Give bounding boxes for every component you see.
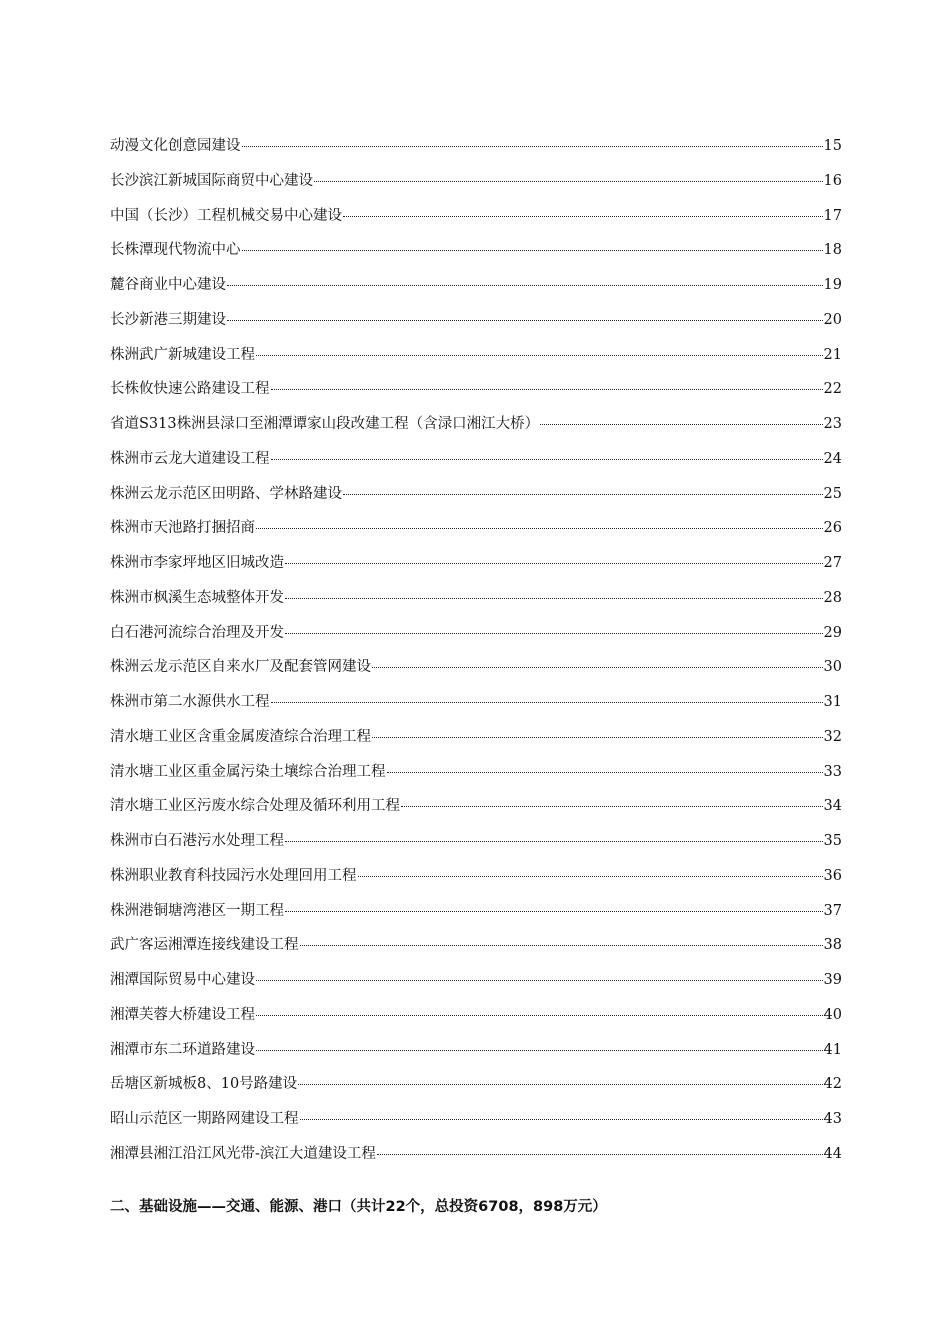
toc-entry-title: 昭山示范区一期路网建设工程 bbox=[110, 1111, 299, 1127]
toc-entry-title: 株洲市枫溪生态城整体开发 bbox=[110, 589, 284, 606]
toc-entry[interactable] bbox=[110, 273, 842, 308]
toc-entry-title: 武广客运湘潭连接线建设工程 bbox=[110, 937, 299, 954]
toc-entry[interactable] bbox=[110, 482, 842, 517]
toc-entry[interactable] bbox=[110, 1107, 842, 1142]
toc-entry-page-number: 35 bbox=[823, 833, 842, 849]
toc-entry-page-number: 25 bbox=[823, 485, 842, 502]
toc-entry-page-number: 21 bbox=[823, 346, 842, 363]
toc-entry-page-number: 31 bbox=[823, 694, 842, 710]
toc-entry-page-number: 28 bbox=[823, 589, 842, 606]
toc-entry-title: 株洲云龙示范区田明路、学林路建设 bbox=[110, 485, 342, 502]
toc-entry[interactable] bbox=[110, 551, 842, 586]
toc-entry[interactable] bbox=[110, 621, 842, 656]
toc-entry[interactable] bbox=[110, 204, 842, 239]
toc-entry[interactable] bbox=[110, 308, 842, 343]
toc-entry-page-number: 30 bbox=[823, 659, 842, 676]
toc-dot-leader bbox=[343, 494, 823, 495]
toc-entry-title: 株洲武广新城建设工程 bbox=[110, 346, 255, 363]
toc-entry-title: 株洲职业教育科技园污水处理回用工程 bbox=[110, 867, 357, 884]
toc-entry-page-number: 29 bbox=[823, 624, 842, 641]
toc-entry-title: 长株攸快速公路建设工程 bbox=[110, 381, 270, 398]
toc-entry-page-number: 34 bbox=[823, 798, 842, 815]
toc-entry-title: 麓谷商业中心建设 bbox=[110, 277, 226, 293]
toc-entry[interactable] bbox=[110, 899, 842, 934]
toc-dot-leader bbox=[285, 633, 823, 634]
toc-dot-leader bbox=[227, 285, 823, 286]
toc-entry-title: 清水塘工业区重金属污染土壤综合治理工程 bbox=[110, 763, 386, 780]
toc-dot-leader bbox=[256, 528, 823, 529]
toc-entry-page-number: 36 bbox=[823, 867, 842, 884]
toc-entry-page-number: 23 bbox=[823, 416, 842, 432]
toc-entry[interactable] bbox=[110, 586, 842, 621]
toc-entry[interactable] bbox=[110, 1072, 842, 1107]
toc-entry-title: 湘潭市东二环道路建设 bbox=[110, 1041, 255, 1058]
toc-entry-title: 株洲市云龙大道建设工程 bbox=[110, 450, 270, 467]
toc-dot-leader bbox=[387, 772, 823, 773]
toc-entry-title: 清水塘工业区污废水综合处理及循环利用工程 bbox=[110, 798, 400, 815]
toc-entry-page-number: 40 bbox=[823, 1006, 842, 1023]
toc-entry-page-number: 16 bbox=[823, 172, 842, 189]
toc-entry[interactable] bbox=[110, 412, 842, 447]
toc-entry-title: 白石港河流综合治理及开发 bbox=[110, 624, 284, 641]
toc-entry[interactable] bbox=[110, 1142, 842, 1177]
toc-entry-title: 湘潭国际贸易中心建设 bbox=[110, 972, 255, 988]
toc-entry[interactable] bbox=[110, 134, 842, 169]
toc-entry[interactable] bbox=[110, 864, 842, 899]
toc-entry-page-number: 38 bbox=[823, 937, 842, 954]
toc-entry-page-number: 22 bbox=[823, 381, 842, 398]
toc-dot-leader bbox=[401, 806, 823, 807]
toc-entry-title: 株洲市白石港污水处理工程 bbox=[110, 833, 284, 849]
toc-entry-title: 长沙滨江新城国际商贸中心建设 bbox=[110, 172, 313, 189]
toc-entry[interactable] bbox=[110, 1038, 842, 1073]
toc-dot-leader bbox=[314, 181, 823, 182]
toc-dot-leader bbox=[377, 1154, 823, 1155]
toc-entry-title: 中国（长沙）工程机械交易中心建设 bbox=[110, 207, 342, 224]
toc-dot-leader bbox=[285, 841, 823, 842]
toc-entry[interactable] bbox=[110, 760, 842, 795]
toc-dot-leader bbox=[300, 1119, 823, 1120]
toc-entry-title: 长沙新港三期建设 bbox=[110, 311, 226, 328]
toc-dot-leader bbox=[242, 146, 823, 147]
toc-entry[interactable] bbox=[110, 447, 842, 482]
toc-dot-leader bbox=[242, 250, 823, 251]
toc-entry[interactable] bbox=[110, 829, 842, 864]
toc-entry-title: 长株潭现代物流中心 bbox=[110, 242, 241, 259]
toc-entry[interactable] bbox=[110, 655, 842, 690]
toc-entry-title: 湘潭芙蓉大桥建设工程 bbox=[110, 1006, 255, 1023]
toc-entry-page-number: 39 bbox=[823, 972, 842, 988]
toc-entry-title: 动漫文化创意园建设 bbox=[110, 138, 241, 154]
toc-dot-leader bbox=[298, 1084, 822, 1085]
toc-entry-page-number: 33 bbox=[823, 763, 842, 780]
toc-dot-leader bbox=[300, 945, 823, 946]
toc-entry[interactable] bbox=[110, 794, 842, 829]
toc-dot-leader bbox=[256, 1015, 823, 1016]
toc-entry-page-number: 27 bbox=[823, 555, 842, 571]
toc-entry[interactable] bbox=[110, 933, 842, 968]
toc-dot-leader bbox=[358, 876, 823, 877]
toc-entry-page-number: 44 bbox=[823, 1145, 842, 1162]
section-heading: 二、基础设施——交通、能源、港口（共计22个，总投资6708，898万元） bbox=[110, 1199, 607, 1215]
toc-entry-page-number: 24 bbox=[823, 450, 842, 467]
toc-entry-title: 株洲市李家坪地区旧城改造 bbox=[110, 555, 284, 571]
toc-entry-page-number: 20 bbox=[823, 311, 842, 328]
toc-entry-page-number: 41 bbox=[823, 1041, 842, 1058]
toc-entry[interactable] bbox=[110, 238, 842, 273]
toc-entry-page-number: 43 bbox=[823, 1111, 842, 1127]
toc-dot-leader bbox=[285, 911, 823, 912]
toc-entry[interactable] bbox=[110, 169, 842, 204]
toc-dot-leader bbox=[256, 1050, 823, 1051]
toc-entry-page-number: 32 bbox=[823, 728, 842, 745]
toc-dot-leader bbox=[372, 667, 823, 668]
toc-entry[interactable] bbox=[110, 377, 842, 412]
table-of-contents bbox=[110, 134, 842, 1177]
toc-entry-page-number: 37 bbox=[823, 902, 842, 919]
toc-entry[interactable] bbox=[110, 690, 842, 725]
toc-entry-title: 岳塘区新城板8、10号路建设 bbox=[110, 1076, 298, 1093]
toc-dot-leader bbox=[343, 216, 823, 217]
toc-entry-page-number: 42 bbox=[823, 1076, 842, 1093]
toc-dot-leader bbox=[271, 459, 823, 460]
toc-dot-leader bbox=[227, 320, 823, 321]
toc-entry[interactable] bbox=[110, 516, 842, 551]
toc-entry[interactable] bbox=[110, 725, 842, 760]
toc-entry-title: 清水塘工业区含重金属废渣综合治理工程 bbox=[110, 728, 371, 745]
toc-entry-page-number: 15 bbox=[823, 138, 842, 154]
toc-dot-leader bbox=[271, 702, 823, 703]
toc-dot-leader bbox=[256, 980, 823, 981]
toc-entry-title: 株洲云龙示范区自来水厂及配套管网建设 bbox=[110, 659, 371, 676]
toc-entry[interactable] bbox=[110, 968, 842, 1003]
toc-dot-leader bbox=[256, 355, 823, 356]
toc-dot-leader bbox=[372, 737, 823, 738]
toc-entry-page-number: 17 bbox=[823, 207, 842, 224]
toc-dot-leader bbox=[285, 563, 823, 564]
toc-dot-leader bbox=[285, 598, 823, 599]
toc-entry-title: 湘潭县湘江沿江风光带-滨江大道建设工程 bbox=[110, 1145, 376, 1162]
toc-dot-leader bbox=[271, 389, 823, 390]
toc-entry[interactable] bbox=[110, 1003, 842, 1038]
toc-entry[interactable] bbox=[110, 343, 842, 378]
toc-entry-title: 省道S313株洲县渌口至湘潭谭家山段改建工程（含渌口湘江大桥） bbox=[110, 416, 540, 432]
toc-entry-title: 株洲市天池路打捆招商 bbox=[110, 520, 255, 537]
toc-entry-page-number: 18 bbox=[823, 242, 842, 259]
toc-entry-title: 株洲市第二水源供水工程 bbox=[110, 694, 270, 710]
toc-entry-page-number: 26 bbox=[823, 520, 842, 537]
toc-entry-title: 株洲港铜塘湾港区一期工程 bbox=[110, 902, 284, 919]
toc-entry-page-number: 19 bbox=[823, 277, 842, 293]
toc-dot-leader bbox=[540, 424, 822, 425]
